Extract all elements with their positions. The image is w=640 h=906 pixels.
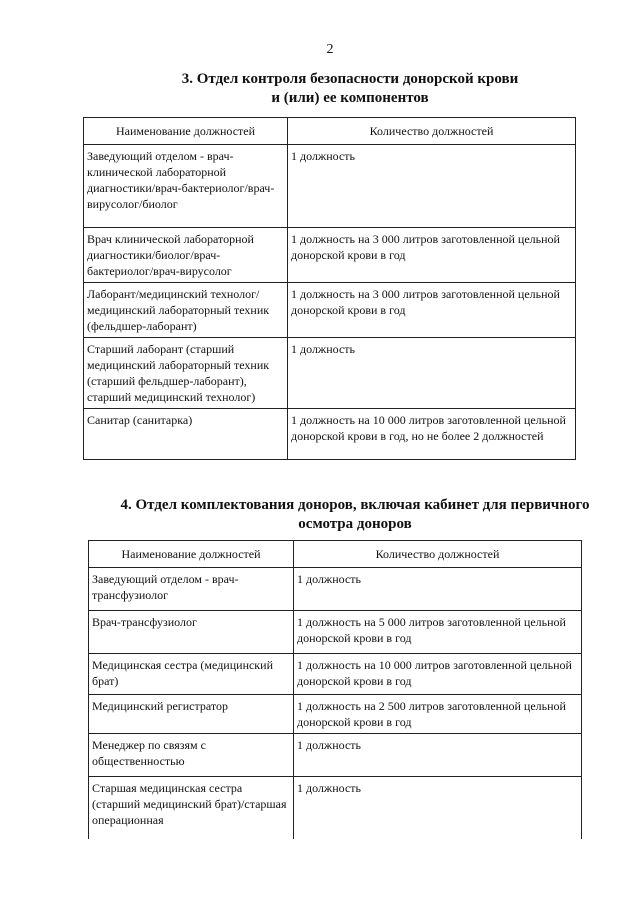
section-3-table: [83, 117, 576, 460]
header-count: Количество должностей: [288, 118, 576, 145]
count-cell: 1 должность: [294, 568, 582, 611]
count-cell: 1 должность: [288, 145, 576, 228]
table-row: [84, 228, 576, 283]
page-number: 2: [326, 42, 334, 57]
header-position: Наименование должностей: [84, 118, 288, 145]
position-cell: Медицинская сестра (медицинский брат): [89, 654, 294, 695]
section-3-title: [150, 70, 550, 108]
position-cell: Старший лаборант (старший медицинский лабораторный техник (старший фельдшер-лаборант), старший медицинский технолог): [84, 338, 288, 409]
table-row: [84, 145, 576, 228]
position-cell: Менеджер по связям с общественностью: [89, 734, 294, 777]
section-4-title: [100, 496, 610, 534]
table-row: [89, 734, 582, 777]
section-4-table: [88, 540, 582, 839]
table-row: [89, 654, 582, 695]
header-count: Количество должностей: [294, 541, 582, 568]
count-cell: 1 должность на 3 000 литров заготовленной цельной донорской крови в год: [288, 228, 576, 283]
table-row: [84, 283, 576, 338]
count-cell: 1 должность на 5 000 литров заготовленной цельной донорской крови в год: [294, 611, 582, 654]
table-row: [89, 611, 582, 654]
position-cell: Заведующий отделом - врач-клинической лабораторной диагностики/врач-бактериолог/врач-вирусолог/биолог: [84, 145, 288, 228]
position-cell: Санитар (санитарка): [84, 409, 288, 460]
count-cell: 1 должность на 10 000 литров заготовленной цельной донорской крови в год: [294, 654, 582, 695]
position-cell: Заведующий отделом - врач-трансфузиолог: [89, 568, 294, 611]
section-4-title-line1: 4. Отдел комплектования доноров, включая кабинет для первичного: [120, 497, 590, 513]
table-row: [89, 695, 582, 734]
table-header-row: [84, 118, 576, 145]
table-row: [84, 409, 576, 460]
position-cell: Врач клинической лабораторной диагностики/биолог/врач-бактериолог/врач-вирусолог: [84, 228, 288, 283]
count-cell: 1 должность: [294, 734, 582, 777]
section-3-title-line2: и (или) ее компонентов: [271, 90, 429, 106]
count-cell: 1 должность: [294, 777, 582, 840]
section-4-title-line2: осмотра доноров: [298, 516, 412, 532]
header-position: Наименование должностей: [89, 541, 294, 568]
position-cell: Врач-трансфузиолог: [89, 611, 294, 654]
position-cell: Медицинский регистратор: [89, 695, 294, 734]
position-cell: Старшая медицинская сестра (старший медицинский брат)/старшая операционная: [89, 777, 294, 840]
count-cell: 1 должность на 3 000 литров заготовленной цельной донорской крови в год: [288, 283, 576, 338]
position-cell: Лаборант/медицинский технолог/ медицинский лабораторный техник (фельдшер-лаборант): [84, 283, 288, 338]
count-cell: 1 должность на 10 000 литров заготовленной цельной донорской крови в год, но не более 2 должностей: [288, 409, 576, 460]
count-cell: 1 должность: [288, 338, 576, 409]
count-cell: 1 должность на 2 500 литров заготовленной цельной донорской крови в год: [294, 695, 582, 734]
table-row: [89, 568, 582, 611]
section-3-title-line1: 3. Отдел контроля безопасности донорской крови: [181, 71, 519, 87]
table-row: [84, 338, 576, 409]
table-row: [89, 777, 582, 840]
table-header-row: [89, 541, 582, 568]
